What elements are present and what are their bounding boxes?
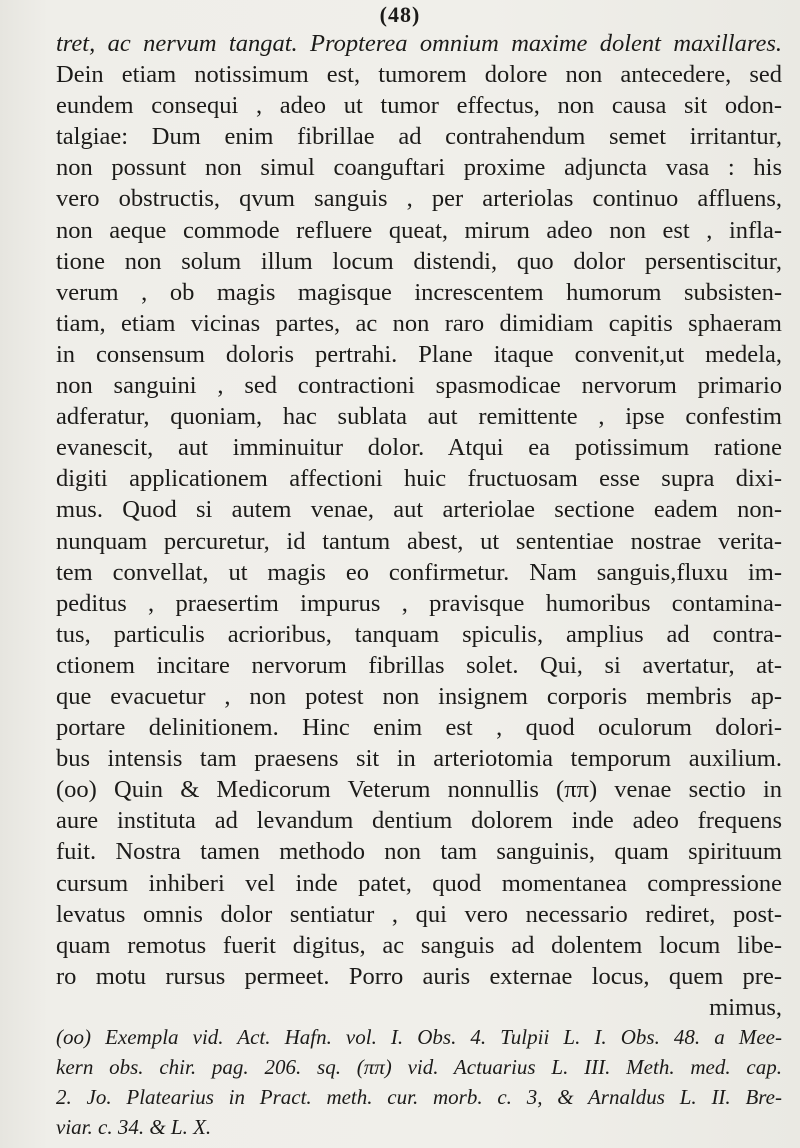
text-line: non possunt non simul coanguftari proxime adjuncta vasa : his: [56, 154, 782, 182]
footnotes: [56, 1022, 782, 1142]
footnote-line: kern obs. chir. pag. 206. sq. (ππ) vid. Actuarius L. III. Meth. med. cap.: [56, 1055, 782, 1079]
text-line: verum , ob magis magisque increscentem humorum subsisten-: [56, 278, 782, 306]
page-number: (48): [379, 2, 421, 27]
text-line: cursum inhiberi vel inde patet, quod momentanea compressione: [56, 869, 782, 897]
text-line: non aeque commode refluere queat, mirum adeo non est , infla-: [56, 216, 782, 244]
text-line: quam remotus fuerit digitus, ac sanguis ad dolentem locum libe-: [56, 931, 782, 959]
text-line: Dein etiam notissimum est, tumorem dolore non antecedere, sed: [56, 61, 782, 89]
text-line: adferatur, quoniam, hac sublata aut remittente , ipse confestim: [56, 403, 782, 431]
text-line: ro motu rursus permeet. Porro auris externae locus, quem pre-: [56, 962, 782, 990]
text-line: fuit. Nostra tamen methodo non tam sanguinis, quam spirituum: [56, 838, 782, 866]
text-line: tret, ac nervum tangat. Propterea omnium maxime dolent maxillares.: [56, 30, 782, 57]
text-line: tiam, etiam vicinas partes, ac non raro dimidiam capitis sphaeram: [56, 309, 782, 337]
text-line: bus intensis tam praesens sit in arteriotomia temporum auxilium.: [56, 745, 782, 773]
text-line: in consensum doloris pertrahi. Plane itaque convenit,ut medela,: [56, 340, 782, 368]
text-line: aure instituta ad levandum dentium dolorem inde adeo frequens: [56, 807, 782, 835]
text-line: (oo) Quin & Medicorum Veterum nonnullis (ππ) venae sectio in: [56, 776, 782, 804]
text-line: tus, particulis acrioribus, tanquam spiculis, amplius ad contra-: [56, 620, 782, 648]
footnote-line: 2. Jo. Platearius in Pract. meth. cur. morb. c. 3, & Arnaldus L. II. Bre-: [56, 1085, 782, 1109]
text-line: tem convellat, ut magis eo confirmetur. Nam sanguis,fluxu im-: [56, 558, 782, 586]
text-line: evanescit, aut imminuitur dolor. Atqui ea potissimum ratione: [56, 434, 782, 462]
footnote-line: viar. c. 34. & L. X.: [56, 1115, 212, 1139]
text-line: peditus , praesertim impurus , pravisque humoribus contamina-: [56, 589, 782, 617]
text-line: nunquam percuretur, id tantum abest, ut sententiae nostrae verita-: [56, 527, 782, 555]
text-line: tione non solum illum locum distendi, quo dolor persentiscitur,: [56, 247, 782, 275]
footnote-line: (oo) Exempla vid. Act. Hafn. vol. I. Obs. 4. Tulpii L. I. Obs. 48. a Mee-: [56, 1025, 782, 1049]
text-line: non sanguini , sed contractioni spasmodicae nervorum primario: [56, 372, 782, 400]
text-line: vero obstructis, qvum sanguis , per arteriolas continuo affluens,: [56, 185, 782, 213]
text-line: ctionem incitare nervorum fibrillas solet. Qui, si avertatur, at-: [56, 651, 782, 679]
text-line: talgiae: Dum enim fibrillae ad contrahendum semet irritantur,: [56, 123, 782, 151]
text-line: mimus,: [709, 993, 782, 1021]
text-line: digiti applicationem affectioni huic fructuosam esse supra dixi-: [56, 465, 782, 493]
body-text: [56, 28, 782, 1023]
text-line: eundem consequi , adeo ut tumor effectus, non causa sit odon-: [56, 92, 782, 120]
text-line: portare delinitionem. Hinc enim est , quod oculorum dolori-: [56, 714, 782, 742]
text-line: mus. Quod si autem venae, aut arteriolae sectione eadem non-: [56, 496, 782, 524]
text-line: levatus omnis dolor sentiatur , qui vero necessario rediret, post-: [56, 900, 782, 928]
text-line: que evacuetur , non potest non insignem corporis membris ap-: [56, 682, 782, 710]
